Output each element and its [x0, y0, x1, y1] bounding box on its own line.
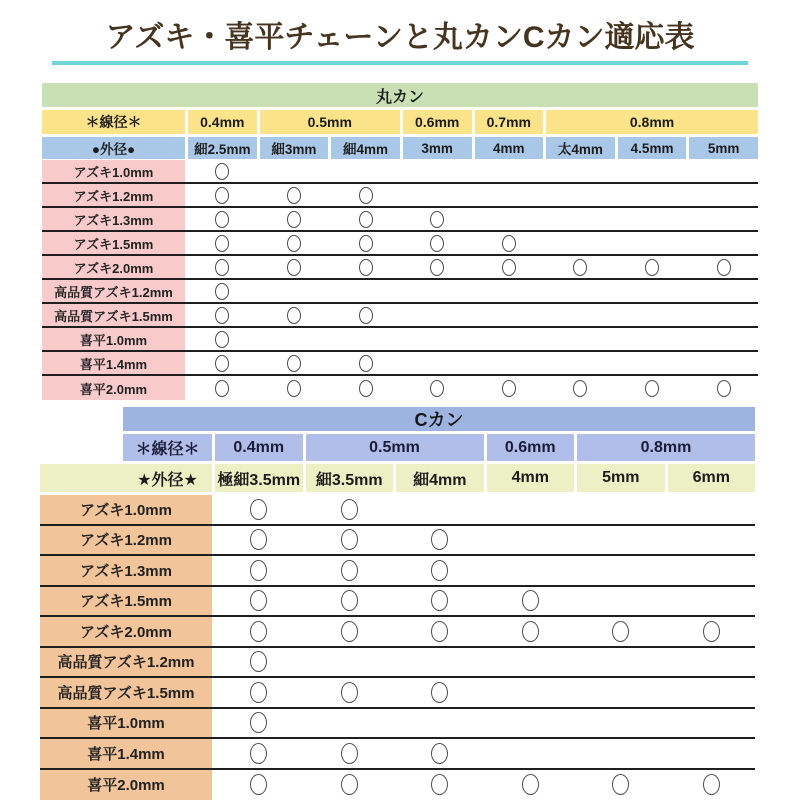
compat-circle-icon: [215, 283, 229, 300]
compat-cell: [689, 376, 758, 400]
compat-cell: [487, 739, 575, 768]
compat-cell: [306, 495, 394, 524]
compat-cell: [618, 208, 687, 230]
compat-cell: [689, 256, 758, 278]
ckan-outer-diameter-row: [40, 464, 755, 492]
compat-cell: [306, 678, 394, 707]
compat-cell: [396, 648, 484, 677]
table-row: [40, 556, 755, 587]
table-row: [42, 208, 758, 232]
table-row: [42, 352, 758, 376]
table2-wire-label-text: ＊線径＊: [123, 434, 212, 461]
compat-cell: [475, 352, 544, 374]
compat-cell: [215, 617, 303, 646]
compat-cell: [475, 280, 544, 302]
compat-cell: [396, 739, 484, 768]
compat-circle-icon: [250, 499, 267, 520]
compat-cell: [546, 208, 615, 230]
compat-cell: [260, 352, 329, 374]
compat-cell: [396, 587, 484, 616]
compat-cell: [331, 328, 400, 350]
compat-cell: [475, 184, 544, 206]
compat-circle-icon: [431, 682, 448, 703]
wire-diameter-header-cell: 0.7mm: [475, 110, 544, 134]
compat-circle-icon: [522, 774, 539, 795]
compat-circle-icon: [287, 259, 301, 276]
compat-cell: [577, 495, 665, 524]
compat-cell: [618, 352, 687, 374]
compat-cell: [668, 709, 756, 738]
compat-circle-icon: [431, 590, 448, 611]
compat-circle-icon: [430, 211, 444, 228]
row-label: 喜平2.0mm: [42, 376, 185, 400]
compat-cell: [689, 304, 758, 326]
row-label: 喜平1.4mm: [40, 739, 212, 768]
compat-cell: [403, 280, 472, 302]
compat-cell: [487, 495, 575, 524]
compat-cell: [403, 184, 472, 206]
compat-circle-icon: [250, 651, 267, 672]
compat-circle-icon: [250, 529, 267, 550]
wire-diameter-header-cell: 0.4mm: [215, 434, 303, 461]
ckan-table-title: Cカン: [123, 407, 755, 431]
wire-diameter-header-cell: 0.8mm: [577, 434, 755, 461]
compat-circle-icon: [612, 621, 629, 642]
compat-cell: [396, 495, 484, 524]
compat-circle-icon: [287, 187, 301, 204]
compat-circle-icon: [250, 712, 267, 733]
compat-cell: [618, 232, 687, 254]
marukan-table: [42, 83, 758, 400]
compat-circle-icon: [250, 774, 267, 795]
wire-diameter-header-cell: 0.5mm: [260, 110, 400, 134]
compat-cell: [188, 184, 257, 206]
compat-circle-icon: [250, 621, 267, 642]
compat-cell: [331, 352, 400, 374]
compat-circle-icon: [359, 355, 373, 372]
compat-cell: [475, 232, 544, 254]
compat-circle-icon: [287, 380, 301, 397]
compat-cell: [577, 739, 665, 768]
compat-cell: [215, 556, 303, 585]
compat-cell: [331, 160, 400, 182]
compat-circle-icon: [215, 235, 229, 252]
compat-circle-icon: [502, 259, 516, 276]
wire-diameter-header-cell: 0.6mm: [487, 434, 575, 461]
compat-cell: [487, 526, 575, 555]
wire-diameter-header-cell: 0.5mm: [306, 434, 484, 461]
compat-circle-icon: [359, 187, 373, 204]
row-label: アズキ2.0mm: [42, 256, 185, 278]
table-row: [40, 526, 755, 557]
compat-cell: [577, 770, 665, 800]
wire-diameter-header-cell: 0.8mm: [546, 110, 758, 134]
compat-cell: [260, 328, 329, 350]
compat-cell: [668, 678, 756, 707]
table-row: [42, 280, 758, 304]
compat-cell: [396, 709, 484, 738]
row-label: アズキ1.3mm: [40, 556, 212, 585]
row-label: アズキ1.2mm: [40, 526, 212, 555]
compat-circle-icon: [341, 529, 358, 550]
table-row: [40, 495, 755, 526]
compat-cell: [396, 556, 484, 585]
compat-circle-icon: [502, 380, 516, 397]
compat-cell: [306, 587, 394, 616]
compat-cell: [689, 352, 758, 374]
compat-cell: [215, 648, 303, 677]
compat-cell: [260, 376, 329, 400]
compat-cell: [396, 617, 484, 646]
outer-diameter-header-cell: 細2.5mm: [188, 137, 257, 159]
compat-circle-icon: [215, 163, 229, 180]
compat-cell: [475, 328, 544, 350]
compat-cell: [668, 739, 756, 768]
compat-cell: [689, 328, 758, 350]
compat-circle-icon: [703, 774, 720, 795]
compat-cell: [475, 208, 544, 230]
compat-cell: [306, 617, 394, 646]
compat-cell: [188, 304, 257, 326]
compat-cell: [618, 376, 687, 400]
compat-cell: [331, 376, 400, 400]
compat-circle-icon: [573, 380, 587, 397]
table-row: [42, 304, 758, 328]
compat-circle-icon: [431, 774, 448, 795]
compat-cell: [668, 556, 756, 585]
outer-diameter-header-cell: 極細3.5mm: [215, 464, 303, 492]
compat-circle-icon: [359, 307, 373, 324]
compat-cell: [475, 160, 544, 182]
compat-cell: [689, 208, 758, 230]
table-row: [40, 770, 755, 800]
table-row: [42, 184, 758, 208]
compat-cell: [306, 770, 394, 800]
compat-circle-icon: [430, 259, 444, 276]
compat-cell: [260, 232, 329, 254]
compat-cell: [668, 617, 756, 646]
outer-diameter-header-cell: 4.5mm: [618, 137, 687, 159]
compat-cell: [668, 770, 756, 800]
row-label: アズキ1.0mm: [40, 495, 212, 524]
compat-cell: [260, 280, 329, 302]
compat-circle-icon: [250, 590, 267, 611]
compat-cell: [215, 526, 303, 555]
compat-circle-icon: [522, 590, 539, 611]
compat-circle-icon: [287, 307, 301, 324]
compat-cell: [188, 352, 257, 374]
table-row: [40, 587, 755, 618]
page-title-text: アズキ・喜平チェーンと丸カンCカン適応表: [105, 21, 695, 54]
row-label: アズキ1.5mm: [40, 587, 212, 616]
compat-cell: [331, 304, 400, 326]
compat-cell: [487, 648, 575, 677]
compat-cell: [215, 739, 303, 768]
compat-cell: [618, 304, 687, 326]
compat-circle-icon: [717, 380, 731, 397]
compat-circle-icon: [430, 380, 444, 397]
outer-diameter-header-cell: 3mm: [403, 137, 472, 159]
outer-diameter-header-cell: 細4mm: [331, 137, 400, 159]
ckan-wire-diameter-row: [40, 434, 755, 461]
row-label: 高品質アズキ1.2mm: [40, 648, 212, 677]
compat-cell: [396, 770, 484, 800]
compat-cell: [577, 617, 665, 646]
compat-cell: [475, 376, 544, 400]
compat-circle-icon: [341, 560, 358, 581]
compat-circle-icon: [341, 590, 358, 611]
compat-circle-icon: [431, 743, 448, 764]
row-label: アズキ1.3mm: [42, 208, 185, 230]
table2-wire-label: [40, 434, 212, 461]
outer-diameter-header-cell: 6mm: [668, 464, 756, 492]
compat-cell: [487, 587, 575, 616]
table-row: [42, 160, 758, 184]
compat-cell: [188, 280, 257, 302]
compat-cell: [487, 617, 575, 646]
compat-cell: [689, 160, 758, 182]
compat-cell: [546, 160, 615, 182]
compat-circle-icon: [341, 682, 358, 703]
table-row: [42, 232, 758, 256]
compat-cell: [577, 556, 665, 585]
compat-cell: [577, 709, 665, 738]
compat-circle-icon: [287, 211, 301, 228]
compat-cell: [260, 184, 329, 206]
compat-circle-icon: [215, 307, 229, 324]
compat-cell: [546, 376, 615, 400]
compat-cell: [396, 678, 484, 707]
ckan-table: [40, 407, 755, 800]
compat-cell: [306, 648, 394, 677]
compat-cell: [331, 232, 400, 254]
compat-cell: [260, 304, 329, 326]
compat-circle-icon: [359, 211, 373, 228]
compat-cell: [487, 709, 575, 738]
compat-circle-icon: [341, 621, 358, 642]
compat-cell: [689, 232, 758, 254]
row-label: 高品質アズキ1.5mm: [40, 678, 212, 707]
outer-diameter-header-cell: 細3.5mm: [306, 464, 394, 492]
compat-circle-icon: [215, 259, 229, 276]
compat-circle-icon: [612, 774, 629, 795]
outer-diameter-header-cell: 細4mm: [396, 464, 484, 492]
outer-diameter-header-cell: 5mm: [689, 137, 758, 159]
compat-circle-icon: [645, 380, 659, 397]
row-label: アズキ1.5mm: [42, 232, 185, 254]
compat-cell: [577, 648, 665, 677]
compat-circle-icon: [431, 529, 448, 550]
compat-cell: [403, 160, 472, 182]
row-label: 喜平2.0mm: [40, 770, 212, 800]
marukan-table-title: 丸カン: [42, 83, 758, 107]
table1-wire-label: ＊線径＊: [42, 110, 185, 134]
compat-cell: [618, 328, 687, 350]
table2-outer-label: [40, 464, 212, 492]
table1-outer-label: ●外径●: [42, 137, 185, 159]
compat-cell: [403, 256, 472, 278]
compat-circle-icon: [215, 211, 229, 228]
compat-cell: [306, 556, 394, 585]
compat-cell: [396, 526, 484, 555]
compat-cell: [546, 232, 615, 254]
wire-diameter-header-cell: 0.6mm: [403, 110, 472, 134]
compat-cell: [306, 709, 394, 738]
row-label: アズキ2.0mm: [40, 617, 212, 646]
row-label: 高品質アズキ1.5mm: [42, 304, 185, 326]
table2-outer-label-text: ★外径★: [123, 464, 212, 492]
compat-cell: [306, 526, 394, 555]
compat-cell: [618, 160, 687, 182]
marukan-table-body: [42, 160, 758, 400]
compat-circle-icon: [502, 235, 516, 252]
compat-cell: [260, 160, 329, 182]
compat-cell: [487, 770, 575, 800]
row-label: 高品質アズキ1.2mm: [42, 280, 185, 302]
compat-circle-icon: [341, 743, 358, 764]
outer-diameter-header-cell: 太4mm: [546, 137, 615, 159]
compat-circle-icon: [250, 560, 267, 581]
table-row: [40, 709, 755, 740]
compat-cell: [668, 495, 756, 524]
compat-cell: [188, 256, 257, 278]
row-label: 喜平1.0mm: [42, 328, 185, 350]
outer-diameter-header-cell: 4mm: [475, 137, 544, 159]
page-title: [52, 12, 748, 65]
compat-circle-icon: [287, 235, 301, 252]
row-label: アズキ1.2mm: [42, 184, 185, 206]
table-row: [42, 376, 758, 400]
compat-cell: [215, 709, 303, 738]
compat-circle-icon: [431, 560, 448, 581]
compat-cell: [668, 526, 756, 555]
compat-circle-icon: [215, 380, 229, 397]
marukan-wire-diameter-row: [42, 110, 758, 134]
compat-cell: [546, 256, 615, 278]
row-label: 喜平1.4mm: [42, 352, 185, 374]
outer-diameter-header-cell: 4mm: [487, 464, 575, 492]
compat-circle-icon: [359, 235, 373, 252]
row-label: 喜平1.0mm: [40, 709, 212, 738]
compat-cell: [260, 208, 329, 230]
compat-circle-icon: [250, 682, 267, 703]
compat-cell: [403, 328, 472, 350]
compat-cell: [475, 304, 544, 326]
compat-circle-icon: [359, 380, 373, 397]
compat-circle-icon: [573, 259, 587, 276]
compat-cell: [215, 678, 303, 707]
compat-circle-icon: [250, 743, 267, 764]
compat-cell: [487, 678, 575, 707]
compat-circle-icon: [215, 187, 229, 204]
table-row: [40, 678, 755, 709]
compat-cell: [331, 184, 400, 206]
marukan-outer-diameter-row: [42, 137, 758, 159]
compat-circle-icon: [703, 621, 720, 642]
compat-circle-icon: [522, 621, 539, 642]
compat-cell: [668, 648, 756, 677]
compat-circle-icon: [431, 621, 448, 642]
compat-circle-icon: [645, 259, 659, 276]
table-row: [40, 648, 755, 679]
compat-cell: [577, 526, 665, 555]
compat-cell: [689, 280, 758, 302]
compat-cell: [475, 256, 544, 278]
compat-cell: [403, 376, 472, 400]
compat-cell: [306, 739, 394, 768]
compat-cell: [618, 280, 687, 302]
compat-cell: [188, 160, 257, 182]
compat-cell: [668, 587, 756, 616]
compat-cell: [403, 232, 472, 254]
compat-cell: [260, 256, 329, 278]
compat-cell: [331, 256, 400, 278]
compat-cell: [546, 352, 615, 374]
compat-cell: [689, 184, 758, 206]
compat-cell: [403, 208, 472, 230]
row-label: アズキ1.0mm: [42, 160, 185, 182]
compat-cell: [546, 304, 615, 326]
outer-diameter-header-cell: 5mm: [577, 464, 665, 492]
table-row: [42, 256, 758, 280]
compat-cell: [188, 328, 257, 350]
compat-cell: [188, 376, 257, 400]
compat-cell: [215, 495, 303, 524]
compat-cell: [546, 184, 615, 206]
compat-cell: [546, 280, 615, 302]
compat-cell: [215, 587, 303, 616]
compat-circle-icon: [430, 235, 444, 252]
table-row: [40, 739, 755, 770]
table-row: [42, 328, 758, 352]
compat-cell: [331, 280, 400, 302]
compat-cell: [546, 328, 615, 350]
compat-circle-icon: [215, 355, 229, 372]
compat-circle-icon: [717, 259, 731, 276]
compat-circle-icon: [359, 259, 373, 276]
table-row: [40, 617, 755, 648]
wire-diameter-header-cell: 0.4mm: [188, 110, 257, 134]
compat-cell: [188, 208, 257, 230]
ckan-table-body: [40, 495, 755, 800]
compat-cell: [577, 587, 665, 616]
outer-diameter-header-cell: 細3mm: [260, 137, 329, 159]
compat-cell: [577, 678, 665, 707]
compat-cell: [403, 352, 472, 374]
compat-cell: [487, 556, 575, 585]
compat-circle-icon: [341, 774, 358, 795]
compat-circle-icon: [341, 499, 358, 520]
compat-circle-icon: [215, 331, 229, 348]
compat-cell: [403, 304, 472, 326]
compat-cell: [215, 770, 303, 800]
compat-circle-icon: [287, 355, 301, 372]
compat-cell: [331, 208, 400, 230]
compat-cell: [188, 232, 257, 254]
compat-cell: [618, 184, 687, 206]
compat-cell: [618, 256, 687, 278]
